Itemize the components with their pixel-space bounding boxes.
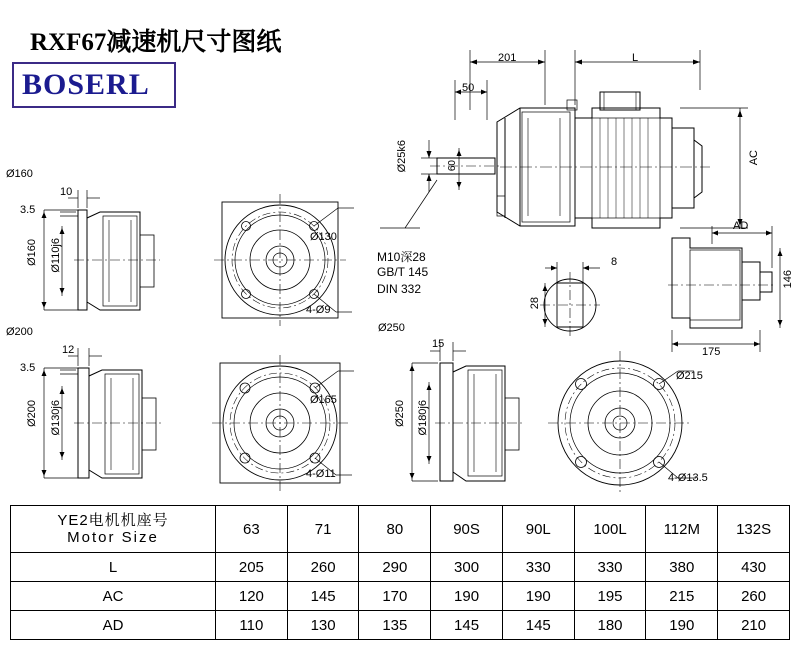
flange200-title: Ø200 [6,326,33,338]
table-column-header: 63 [216,506,288,553]
table-cell: 330 [574,553,646,582]
page-title: RXF67减速机尺寸图纸 [30,29,282,56]
table-cell: 260 [718,582,790,611]
flange250-holes: 4-Ø13.5 [668,472,708,484]
table-cell: 260 [287,553,359,582]
flange200-holes: 4-Ø11 [306,468,336,480]
table-cell: 205 [216,553,288,582]
table-column-header: 90S [431,506,503,553]
key-width-label: 8 [611,256,618,268]
table-cell: 195 [574,582,646,611]
table-column-header: 71 [287,506,359,553]
table-row-label: AC [11,582,216,611]
table-cell: 110 [216,611,288,640]
table-row-label: L [11,553,216,582]
table-cell: 180 [574,611,646,640]
table-cell: 430 [718,553,790,582]
flange250-outer: Ø250 [394,400,406,427]
flange160-thickness2: 3.5 [20,204,36,216]
table-cell: 290 [359,553,431,582]
flange250-bolt-circle: Ø215 [676,370,703,382]
flange160-title: Ø160 [6,168,33,180]
table-cell: 130 [287,611,359,640]
dim-AC-label: AC [748,150,760,166]
dim-175-label: 175 [702,346,721,358]
flange160-outer: Ø160 [26,239,38,266]
table-header-label: YE2电机机座号 Motor Size [11,506,216,553]
shaft-diameter-label: Ø25k6 [396,140,408,173]
table-cell: 135 [359,611,431,640]
flange200-bolt-circle: Ø165 [310,394,337,406]
table-row [11,582,790,611]
dim-60-label: 60 [447,160,458,172]
dim-L-label: L [632,52,639,64]
dim-201-label: 201 [498,52,517,64]
flange200-thickness2: 3.5 [20,362,36,374]
logo-text: BOSERL [22,68,150,101]
thread-note-line3: DIN 332 [377,282,422,296]
thread-note-line2: GB/T 145 [377,265,429,279]
table-column-header: 132S [718,506,790,553]
table-header-row [11,506,790,553]
table-row-label: AD [11,611,216,640]
table-column-header: 112M [646,506,718,553]
table-cell: 190 [502,582,574,611]
table-cell: 145 [431,611,503,640]
thread-note-line1: M10深28 [377,250,426,264]
table-cell: 210 [718,611,790,640]
table-cell: 330 [502,553,574,582]
flange200-pcd: Ø130j6 [50,400,62,436]
flange160-holes: 4-Ø9 [306,304,331,316]
flange250-pcd: Ø180j6 [417,400,429,436]
table-row [11,611,790,640]
table-column-header: 100L [574,506,646,553]
table-cell: 170 [359,582,431,611]
flange160-thickness: 10 [60,186,73,198]
dim-146-label: 146 [782,270,794,289]
dim-50-label: 50 [462,82,475,94]
table-column-header: 80 [359,506,431,553]
table-cell: 190 [646,611,718,640]
key-height-label: 28 [529,297,541,310]
flange250-title: Ø250 [378,322,405,334]
motor-size-table [10,505,790,640]
table-cell: 145 [287,582,359,611]
flange250-thickness: 15 [432,338,445,350]
table-cell: 380 [646,553,718,582]
table-column-header: 90L [502,506,574,553]
table-cell: 215 [646,582,718,611]
table-cell: 120 [216,582,288,611]
flange160-pcd: Ø110j6 [50,238,62,273]
flange200-thickness: 12 [62,344,75,356]
flange200-outer: Ø200 [26,400,38,427]
table-row [11,553,790,582]
table-cell: 190 [431,582,503,611]
dim-AD-label: AD [733,220,749,232]
table-cell: 145 [502,611,574,640]
table-cell: 300 [431,553,503,582]
flange160-bolt-circle: Ø130 [310,231,337,243]
